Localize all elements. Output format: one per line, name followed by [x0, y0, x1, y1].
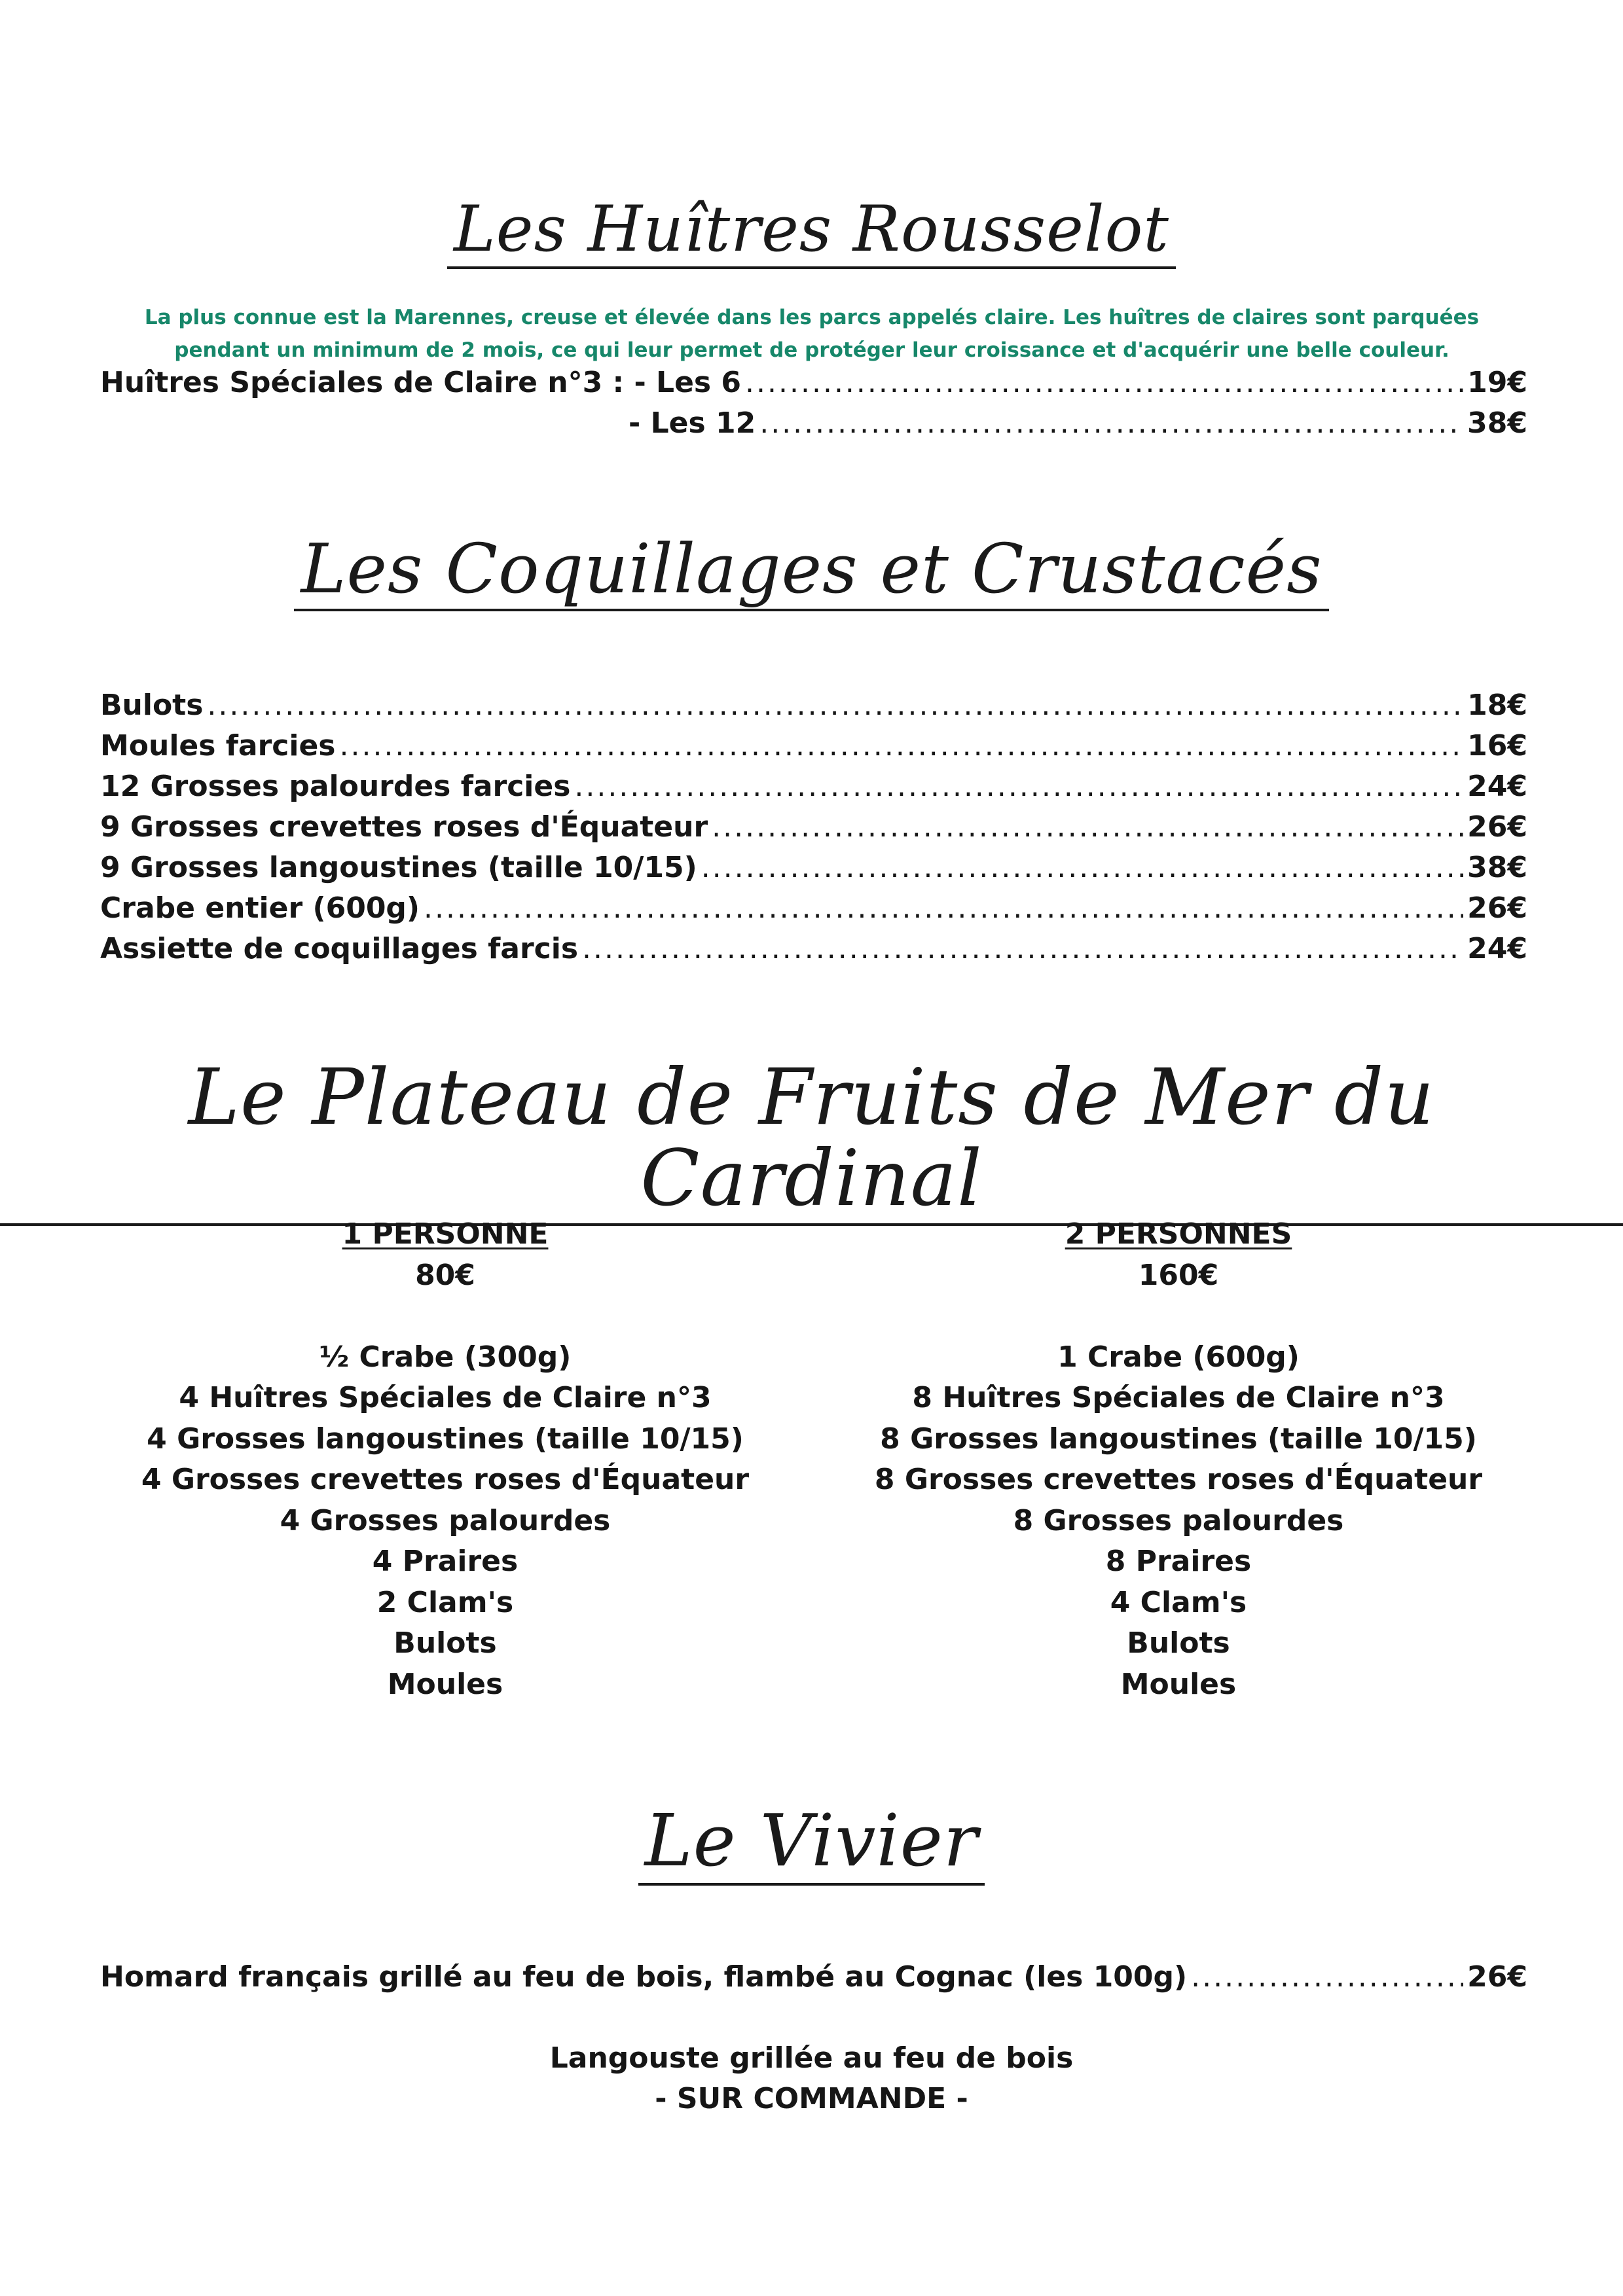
- section-title-huitres-text: Les Huîtres Rousselot: [447, 196, 1176, 269]
- item-price: 26€: [1467, 810, 1527, 844]
- menu-row: [100, 363, 1527, 403]
- dot-leader: [701, 848, 1463, 888]
- menu-row: [629, 403, 1527, 444]
- plateau-item: 8 Huîtres Spéciales de Claire n°3: [912, 1381, 1445, 1414]
- huitres-intro: La plus connue est la Marennes, creuse et élevée dans les parcs appelés claire. Les huîtres de claires sont parquées pendant un minimum de 2 mois, ce qui leur permet de protéger leur croissance et d'acquérir une belle couleur.: [144, 306, 1480, 362]
- item-price: 24€: [1467, 932, 1527, 965]
- plateau-item: 8 Grosses palourdes: [1013, 1503, 1344, 1537]
- menu-row: [100, 929, 1527, 969]
- vivier-note-line2: - SUR COMMANDE -: [655, 2082, 968, 2115]
- section-title-vivier: [0, 1799, 1623, 1886]
- item-label: Crabe entier (600g): [100, 891, 420, 925]
- item-price: 24€: [1467, 770, 1527, 803]
- item-label: 9 Grosses crevettes roses d'Équateur: [100, 810, 708, 844]
- dot-leader: [207, 685, 1463, 726]
- plateau-item: Moules: [387, 1667, 503, 1701]
- plateau-item: 4 Grosses palourdes: [280, 1503, 611, 1537]
- plateau-two-title: 2 PERSONNES: [1065, 1217, 1292, 1251]
- item-price: 18€: [1467, 689, 1527, 722]
- item-price: 19€: [1467, 366, 1527, 399]
- dot-leader: [424, 888, 1463, 929]
- plateau-one-title: 1 PERSONNE: [342, 1217, 549, 1251]
- item-label: Homard français grillé au feu de bois, flambé au Cognac (les 100g): [100, 1960, 1188, 1994]
- plateau-item: 4 Praires: [372, 1545, 519, 1578]
- plateau-item: 8 Praires: [1105, 1545, 1252, 1578]
- dot-leader: [759, 403, 1463, 444]
- section-title-coquillages-text: Les Coquillages et Crustacés: [294, 533, 1328, 611]
- spacer: [118, 1296, 773, 1337]
- section-title-coquillages: [0, 529, 1623, 611]
- menu-row: [100, 685, 1527, 726]
- dot-leader: [745, 363, 1463, 403]
- menu-row: [100, 726, 1527, 766]
- item-label: - Les 12: [629, 406, 756, 440]
- vivier-note-line1: Langouste grillée au feu de bois: [549, 2041, 1074, 2075]
- plateau-item: ½ Crabe (300g): [319, 1340, 572, 1374]
- dot-leader: [1191, 1957, 1463, 1998]
- menu-row: [100, 766, 1527, 807]
- plateau-item: Bulots: [1127, 1626, 1230, 1660]
- menu-row: [100, 848, 1527, 888]
- plateau-one-price: 80€: [415, 1258, 475, 1292]
- dot-leader: [340, 726, 1464, 766]
- dot-leader: [574, 766, 1463, 807]
- plateau-item: Bulots: [393, 1626, 497, 1660]
- spacer: [851, 1296, 1506, 1337]
- dot-leader: [582, 929, 1463, 969]
- plateau-item: 8 Grosses crevettes roses d'Équateur: [874, 1463, 1483, 1496]
- plateau-item: 2 Clam's: [376, 1585, 514, 1619]
- item-label: Assiette de coquillages farcis: [100, 932, 579, 965]
- item-price: 38€: [1467, 406, 1527, 440]
- menu-row: [100, 807, 1527, 848]
- section-title-vivier-text: Le Vivier: [638, 1803, 985, 1886]
- menu-row: [100, 888, 1527, 929]
- item-price: 26€: [1467, 1960, 1527, 1994]
- item-label: Bulots: [100, 689, 204, 722]
- section-title-plateau-text: Le Plateau de Fruits de Mer du Cardinal: [0, 1057, 1623, 1226]
- plateau-two-column: [851, 1214, 1506, 1705]
- plateau-item: 1 Crabe (600g): [1057, 1340, 1300, 1374]
- item-label: 9 Grosses langoustines (taille 10/15): [100, 851, 697, 884]
- plateau-item: 4 Grosses langoustines (taille 10/15): [147, 1422, 744, 1456]
- item-price: 16€: [1467, 729, 1527, 762]
- item-label: Huîtres Spéciales de Claire n°3 : - Les 6: [100, 366, 742, 399]
- plateau-item: 4 Clam's: [1110, 1585, 1247, 1619]
- menu-row: [100, 1957, 1527, 1998]
- item-price: 26€: [1467, 891, 1527, 925]
- plateau-two-price: 160€: [1138, 1258, 1219, 1292]
- plateau-one-column: [118, 1214, 773, 1705]
- plateau-item: Moules: [1120, 1667, 1237, 1701]
- item-label: Moules farcies: [100, 729, 336, 762]
- plateau-item: 8 Grosses langoustines (taille 10/15): [880, 1422, 1477, 1456]
- item-price: 38€: [1467, 851, 1527, 884]
- plateau-item: 4 Huîtres Spéciales de Claire n°3: [179, 1381, 712, 1414]
- vivier-note: [0, 2038, 1623, 2119]
- item-label: 12 Grosses palourdes farcies: [100, 770, 571, 803]
- dot-leader: [712, 807, 1463, 848]
- section-title-plateau: [0, 1052, 1623, 1226]
- plateau-item: 4 Grosses crevettes roses d'Équateur: [141, 1463, 750, 1496]
- section-title-huitres: [0, 192, 1623, 269]
